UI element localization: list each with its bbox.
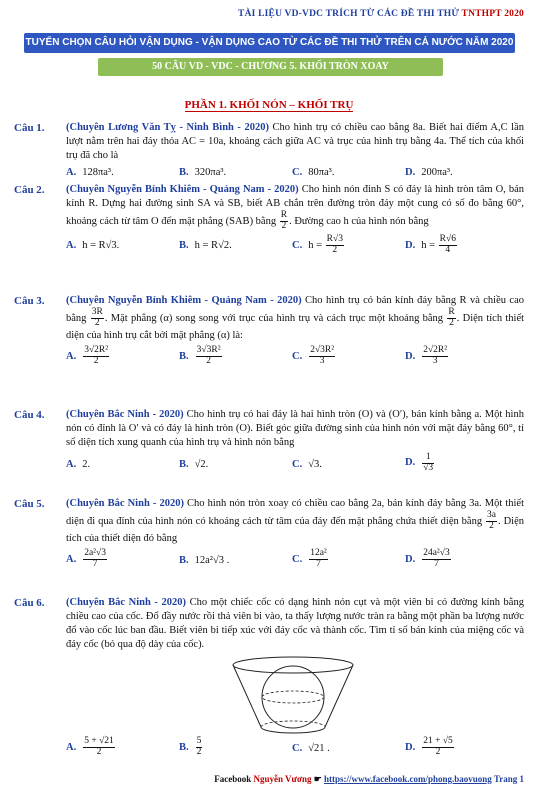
author-name: Nguyễn Vương xyxy=(253,774,312,784)
fraction: $\frac{3a}{2}$ xyxy=(487,509,497,531)
header-exam: TNTHPT 2020 xyxy=(461,9,524,19)
section-title: PHẦN 1. KHỐI NÓN – KHỐI TRỤ xyxy=(184,99,354,111)
question-6-options xyxy=(14,737,524,763)
option-c[interactable]: C. 80πa³. xyxy=(292,166,335,178)
answer-options xyxy=(66,346,524,372)
fraction: $\frac{3R}{2}$ xyxy=(91,306,103,328)
option-b[interactable]: B. 12a²√3 . xyxy=(179,554,230,566)
option-a[interactable]: A. $\frac{\text{2a²√3}}{7}$ xyxy=(66,547,106,569)
option-b[interactable]: B. h = R√2. xyxy=(179,239,232,251)
page-number: Trang 1 xyxy=(493,774,524,784)
option-c[interactable]: C. √21 . xyxy=(292,743,330,754)
answer-options xyxy=(66,235,524,259)
option-d[interactable]: D. h = $\frac{R√6}{4}$ xyxy=(405,233,456,255)
question-source: (Chuyên Bắc Ninh - 2020) xyxy=(66,409,184,420)
question-3 xyxy=(14,294,524,372)
option-d[interactable]: D. $\frac{\text{24a²√3}}{7}$ xyxy=(405,547,450,569)
question-text: (Chuyên Lương Văn Tỵ - Ninh Bình - 2020) Cho hình trụ có chiều cao bằng 8a. Biết hai điểm A,C lần lượt nằm trên hai đáy thỏa AC = 10a, khoảng cách giữa AC và trục của hình trụ bằng 4a. Thể tích của khối trụ đã cho là xyxy=(66,122,524,161)
option-d[interactable]: D. 200πa³. xyxy=(405,166,453,178)
option-a[interactable]: A. $\frac{\text{3√2R²}}{2}$ xyxy=(66,344,109,366)
question-source: (Chuyên Bắc Ninh - 2020) xyxy=(66,498,184,509)
question-text: (Chuyên Bắc Ninh - 2020) Cho một chiếc cốc có dạng hình nón cụt và một viên bi có đường kính bằng chiều cao của cốc. Đổ đầy nước rồi thả viên bi vào, ta thấy lượng nước tràn ra bằng một phần ba lượng nước đổ vào cốc lúc ban đầu. Biết viên bi tiếp xúc với đáy cốc và thành cốc. Tìm tỉ số bán kính của miệng cốc và đáy cốc (bỏ qua độ dày của cốc). xyxy=(66,597,524,650)
option-c[interactable]: C. √3. xyxy=(292,458,322,470)
collection-banner: TUYỂN CHỌN CÂU HỎI VẬN DỤNG - VẬN DỤNG CAO TỪ CÁC ĐỀ THI THỬ TRÊN CẢ NƯỚC NĂM 2020 xyxy=(24,33,515,53)
question-1 xyxy=(14,121,524,184)
option-b[interactable]: B. $\frac{5}{2}$ xyxy=(179,736,202,757)
question-6 xyxy=(14,596,524,651)
question-number: Câu 1. xyxy=(14,122,45,134)
option-b[interactable]: B. 320πa³. xyxy=(179,166,227,178)
question-number: Câu 2. xyxy=(14,184,45,196)
question-source: (Chuyên Nguyễn Bỉnh Khiêm - Quảng Nam - 2020) xyxy=(66,295,302,306)
option-b[interactable]: B. $\frac{\text{3√3R²}}{2}$ xyxy=(179,344,221,366)
fraction: $\frac{R}{2}$ xyxy=(280,209,288,231)
option-c[interactable]: C. h = $\frac{R√3}{2}$ xyxy=(292,233,343,255)
option-c[interactable]: C. $\frac{\text{12a²}}{7}$ xyxy=(292,547,327,569)
question-text: (Chuyên Nguyễn Bỉnh Khiêm - Quảng Nam - 2020) Cho hình nón đỉnh S có đáy là hình tròn tâm O, bán kính R. Dựng hai đường sinh SA và SB, biết AB chắn trên đường tròn đáy một cung có số đo bằng 60°, khoảng cách từ tâm O đến mặt phẳng (SAB) bằng $\frac{R}{2}$ . Đường cao h của hình nón bằng xyxy=(66,184,524,231)
question-number: Câu 6. xyxy=(14,597,45,609)
question-5 xyxy=(14,497,524,575)
facebook-link[interactable]: https://www.facebook.com/phong.baovuong xyxy=(324,774,492,784)
option-a[interactable]: A. h = R√3. xyxy=(66,239,120,251)
question-2 xyxy=(14,183,524,259)
question-text: (Chuyên Nguyễn Bỉnh Khiêm - Quảng Nam - 2020) Cho hình trụ có bán kính đáy bằng R và chiều cao bằng $\frac{3R}{2}$ . Mặt phẳng (α) song song với trục của hình trụ và cách trục một khoảng bằng $\frac{R}{2}$ . Diện tích thiết diện của hình trụ cắt bởi mặt phẳng (α) là: xyxy=(66,295,525,341)
option-d[interactable]: D. $\frac{21 + √5}{2}$ xyxy=(405,736,453,757)
question-source: (Chuyên Lương Văn Tỵ - Ninh Bình - 2020) xyxy=(66,122,269,133)
document-footer: Facebook Nguyễn Vương ☛ https://www.facebook.com/phong.baovuong Trang 1 xyxy=(214,774,524,784)
fraction: $\frac{R}{2}$ xyxy=(448,306,455,328)
option-c[interactable]: C. $\frac{\text{2√3R²}}{3}$ xyxy=(292,344,335,366)
answer-options xyxy=(66,453,524,477)
option-a[interactable]: A. 2. xyxy=(66,458,91,470)
answer-options xyxy=(66,166,524,184)
question-number: Câu 4. xyxy=(14,409,45,421)
pointing-hand-icon: ☛ xyxy=(313,774,322,784)
answer-options xyxy=(66,549,524,575)
question-source: (Chuyên Nguyễn Bỉnh Khiêm - Quảng Nam - 2020) xyxy=(66,184,299,195)
answer-options xyxy=(66,737,524,763)
option-a[interactable]: A. 128πa³. xyxy=(66,166,114,178)
question-number: Câu 5. xyxy=(14,498,45,510)
option-a[interactable]: A. $\frac{5 + √21}{2}$ xyxy=(66,736,114,757)
chapter-banner: 50 CÂU VD - VDC - CHƯƠNG 5. KHỐI TRÒN XOAY xyxy=(98,58,443,76)
frustum-sphere-diagram xyxy=(228,655,358,737)
cup-ball-figure xyxy=(228,655,358,742)
question-4 xyxy=(14,408,524,477)
question-text: (Chuyên Bắc Ninh - 2020) Cho hình trụ có hai đáy là hai hình tròn (O) và (O′), bán kính bằng a. Một hình nón có đỉnh là O′ và có đáy là hình tròn (O). Biết góc giữa đường sinh của hình nón với mặt đáy bằng 60°, tỉ số diện tích xung quanh của hình trụ và hình nón bằng xyxy=(66,409,524,448)
document-header xyxy=(0,8,538,21)
question-text: (Chuyên Bắc Ninh - 2020) Cho hình nón tròn xoay có chiều cao bằng 2a, bán kính đáy bằng 3a. Một thiết diện đi qua đỉnh của hình nón có khoảng cách từ tâm của đáy đến mặt phẳng chứa thiết diện bằng $\frac{3a}{2}$ . Diện tích của thiết diện đó bằng xyxy=(66,498,524,544)
option-d[interactable]: D. $\frac{\text{2√2R²}}{3}$ xyxy=(405,344,448,366)
question-source: (Chuyên Bắc Ninh - 2020) xyxy=(66,597,187,608)
option-b[interactable]: B. √2. xyxy=(179,458,209,470)
option-d[interactable]: D. $\frac{1}{√3}$ xyxy=(405,451,434,473)
header-title: TÀI LIỆU VD-VDC TRÍCH TỪ CÁC ĐỀ THI THỬ xyxy=(238,9,460,19)
question-number: Câu 3. xyxy=(14,295,45,307)
